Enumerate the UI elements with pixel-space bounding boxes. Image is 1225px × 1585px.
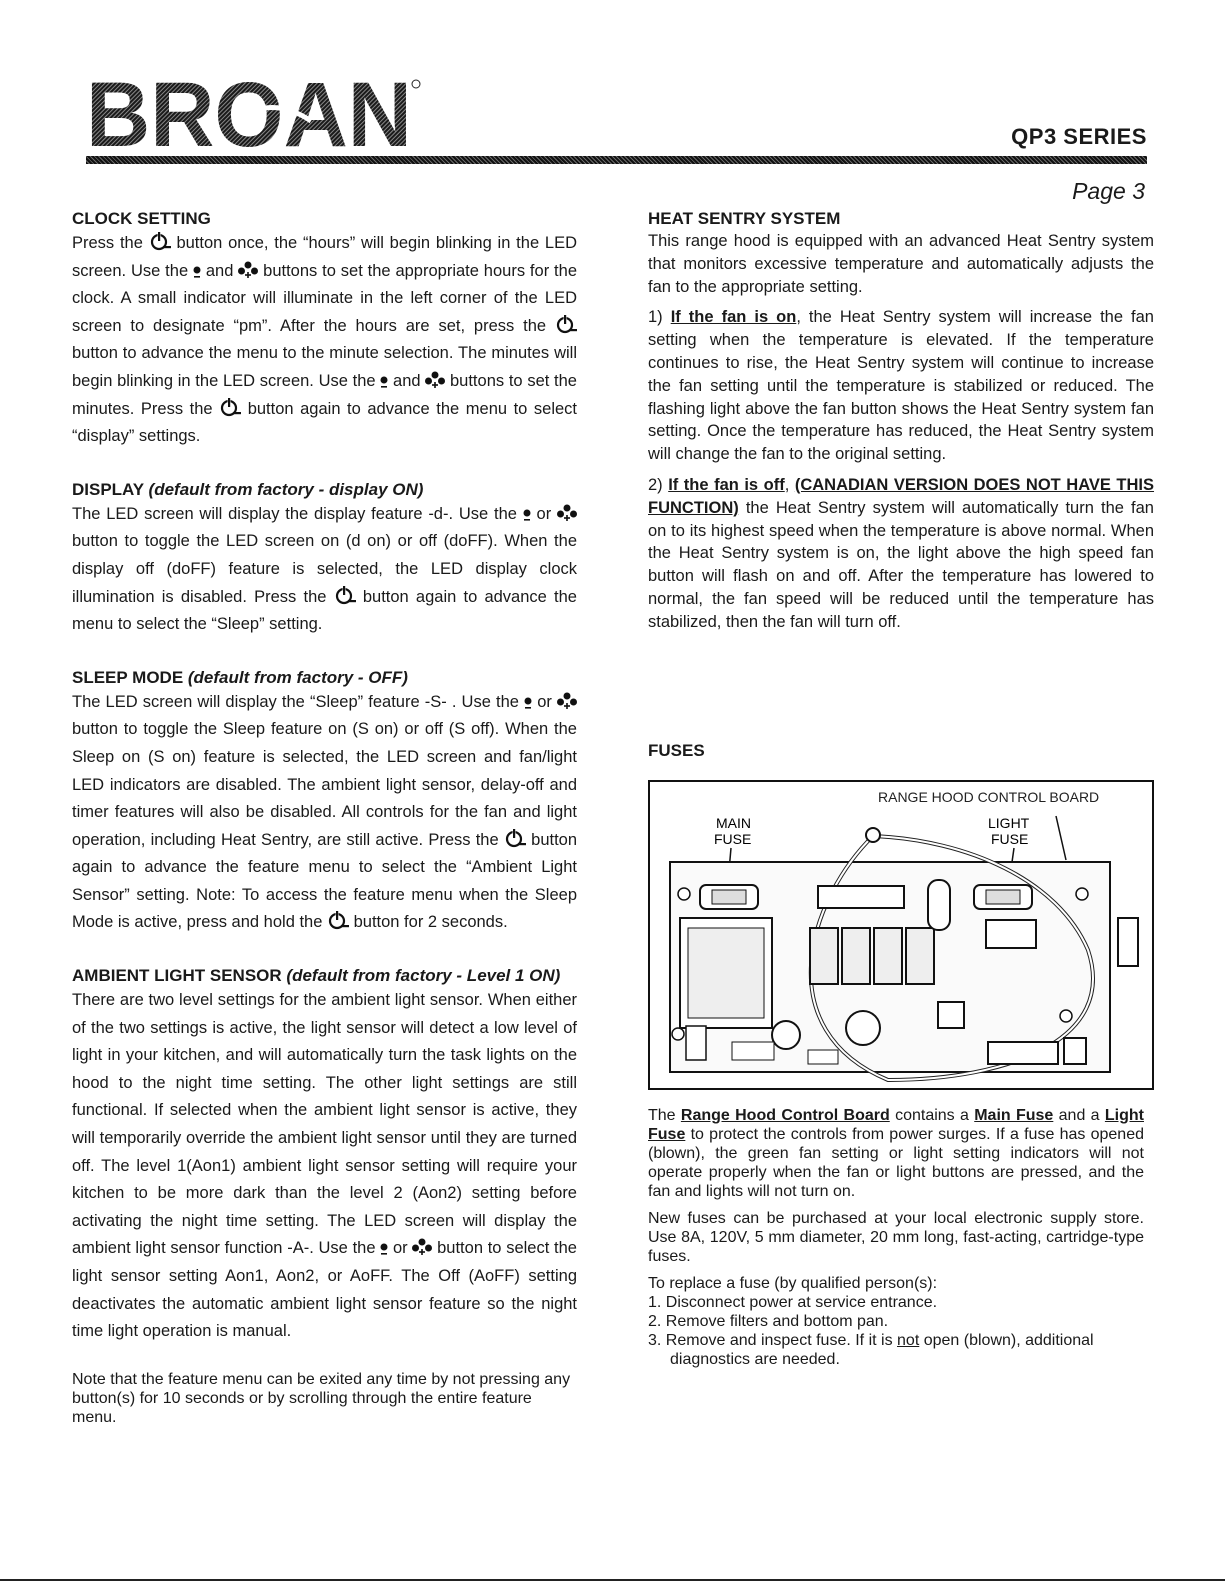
right-column: [648, 208, 1154, 634]
clock-section: [72, 208, 577, 451]
main-fuse-label: MAIN: [716, 815, 751, 831]
fuse-replace-intro: To replace a fuse (by qualified person(s):: [648, 1275, 938, 1292]
sleep-heading: SLEEP MODE (default from factory - OFF): [72, 667, 408, 687]
power-button-icon: [219, 397, 241, 417]
main-fuse-label-2: FUSE: [714, 831, 752, 847]
minus-button-icon: [193, 263, 201, 279]
clock-body: Press the button once, the “hours” will begin blinking in the LED screen. Use the and buttons to set the appropriate hours for the clock. A small indicator will illuminate in the left corner of the LED screen to designate “pm”. After the hours are set, press the button to advance the menu to the minute selection. The minutes will begin blinking in the LED screen. Use the and buttons to set the minutes. Press the button again to advance the menu to select “display” settings.: [72, 230, 577, 451]
heat-sentry-intro: This range hood is equipped with an advanced Heat Sentry system that monitors excessive temperature and automatically adjusts the fan to the appropriate setting.: [648, 232, 1154, 296]
heat-sentry-heading: HEAT SENTRY SYSTEM: [648, 209, 841, 228]
heat-sentry-fan-on: 1) If the fan is on, the Heat Sentry system will increase the fan setting when the temperature is elevated. If the temperature continues to rise, the Heat Sentry system will continue to increase the fan setting until the temperature is stabilized or reduced. The flashing light above the fan button shows the Heat Sentry system fan setting. Once the temperature has reduced, the Heat Sentry system will change the fan to the original setting.: [648, 308, 1154, 464]
minus-button-icon: [380, 1240, 388, 1256]
plus-button-icon: [238, 261, 258, 279]
ambient-body: There are two level settings for the ambient light sensor. When either of the two settings is active, the light sensor will detect a low level of light in your kitchen, and will automatically turn the task lights on the hood to the night time setting. The other light settings are still functional. If selected when the ambient light sensor is active, they will temporarily override the ambient light sensor until they are turned off. The level 1(Aon1) ambient light sensor setting will require your kitchen to be more dark than the level 2 (Aon2) setting before activating the night time setting. The LED screen will display the ambient light sensor function -A-. Use the or button to select the light sensor setting Aon1, Aon2, or AoFF. The Off (AoFF) setting deactivates the automatic ambient light sensor feature so the night time light operation is manual.: [72, 991, 577, 1341]
display-body: The LED screen will display the display feature -d-. Use the or button to toggle the LED screen on (d on) or off (doFF). When the display off (doFF) feature is selected, the LED display clock illumination is disabled. Press the button again to advance the menu to select the “Sleep” setting.: [72, 504, 577, 634]
ambient-section: [72, 965, 577, 1346]
fuses-description: The Range Hood Control Board contains a Main Fuse and a Light Fuse to protect the controls from power surges. If a fuse has opened (blown), the green fan setting or light setting indicators will not operate properly when the fan or light buttons are pressed, and the fan and lights will not turn on.: [648, 1107, 1145, 1200]
plus-button-icon: [425, 371, 445, 389]
fuse-replace-steps: [648, 1293, 1144, 1369]
minus-button-icon: [523, 506, 531, 522]
light-fuse-label-2: FUSE: [991, 831, 1029, 847]
control-board-diagram: [648, 780, 1154, 1090]
fuse-purchase-info: New fuses can be purchased at your local electronic supply store. Use 8A, 120V, 5 mm diameter, 20 mm long, fast-acting, cartridge-type fuses.: [648, 1210, 1144, 1265]
left-column: [72, 208, 577, 1427]
plus-button-icon: [557, 692, 577, 710]
header-rule: [86, 156, 1147, 164]
clock-heading: CLOCK SETTING: [72, 209, 211, 228]
broan-logo: [86, 76, 422, 156]
display-heading: DISPLAY (default from factory - display ON): [72, 479, 424, 499]
fuses-text: [648, 1106, 1144, 1369]
svg-text:BROAN: BROAN: [86, 76, 412, 156]
power-button-icon: [504, 828, 526, 848]
diagram-title: RANGE HOOD CONTROL BOARD: [878, 789, 1100, 805]
plus-button-icon: [412, 1238, 432, 1256]
minus-button-icon: [524, 694, 532, 710]
power-button-icon: [149, 231, 171, 251]
plus-button-icon: [557, 504, 577, 522]
page-bottom-edge: [0, 1579, 1225, 1581]
list-item: 3. Remove and inspect fuse. If it is not open (blown), additional diagnostics are needed.: [648, 1332, 1094, 1368]
sleep-body: The LED screen will display the “Sleep” feature -S- . Use the or button to toggle the Sleep feature on (S on) or off (S off). When the Sleep on (S on) feature is selected, the LED screen and fan/light LED indicators are disabled. The ambient light sensor, delay-off and timer features will also be disabled. All controls for the fan and light operation, including Heat Sentry, are still active. Press the button again to advance the feature menu to select the “Ambient Light Sensor” setting. Note: To access the feature menu when the Sleep Mode is active, press and hold the button for 2 seconds.: [72, 692, 578, 932]
power-button-icon: [327, 910, 349, 930]
minus-button-icon: [380, 373, 388, 389]
series-title: QP3 SERIES: [1011, 124, 1147, 149]
display-section: [72, 479, 577, 639]
sleep-section: [72, 667, 577, 937]
power-button-icon: [334, 585, 356, 605]
light-fuse-label: LIGHT: [988, 815, 1030, 831]
ambient-heading: AMBIENT LIGHT SENSOR (default from factory - Level 1 ON): [72, 966, 561, 986]
page-number: Page 3: [1072, 178, 1145, 204]
list-item: 1. Disconnect power at service entrance.: [648, 1294, 938, 1311]
power-button-icon: [555, 314, 577, 334]
feature-menu-note: Note that the feature menu can be exited any time by not pressing any button(s) for 10 seconds or by scrolling through the entire feature menu.: [72, 1370, 571, 1426]
list-item: 2. Remove filters and bottom pan.: [648, 1313, 889, 1330]
fuses-heading: FUSES: [648, 741, 705, 760]
heat-sentry-fan-off: 2) If the fan is off, (CANADIAN VERSION DOES NOT HAVE THIS FUNCTION) the Heat Sentry system will automatically turn the fan on to its highest speed when the temperature is above normal. When the Heat Sentry system is on, the light above the high speed fan button will flash on and off. After the temperature has lowered to normal, the fan speed will be reduced until the temperature has stabilized, then the fan will turn off.: [648, 475, 1155, 631]
